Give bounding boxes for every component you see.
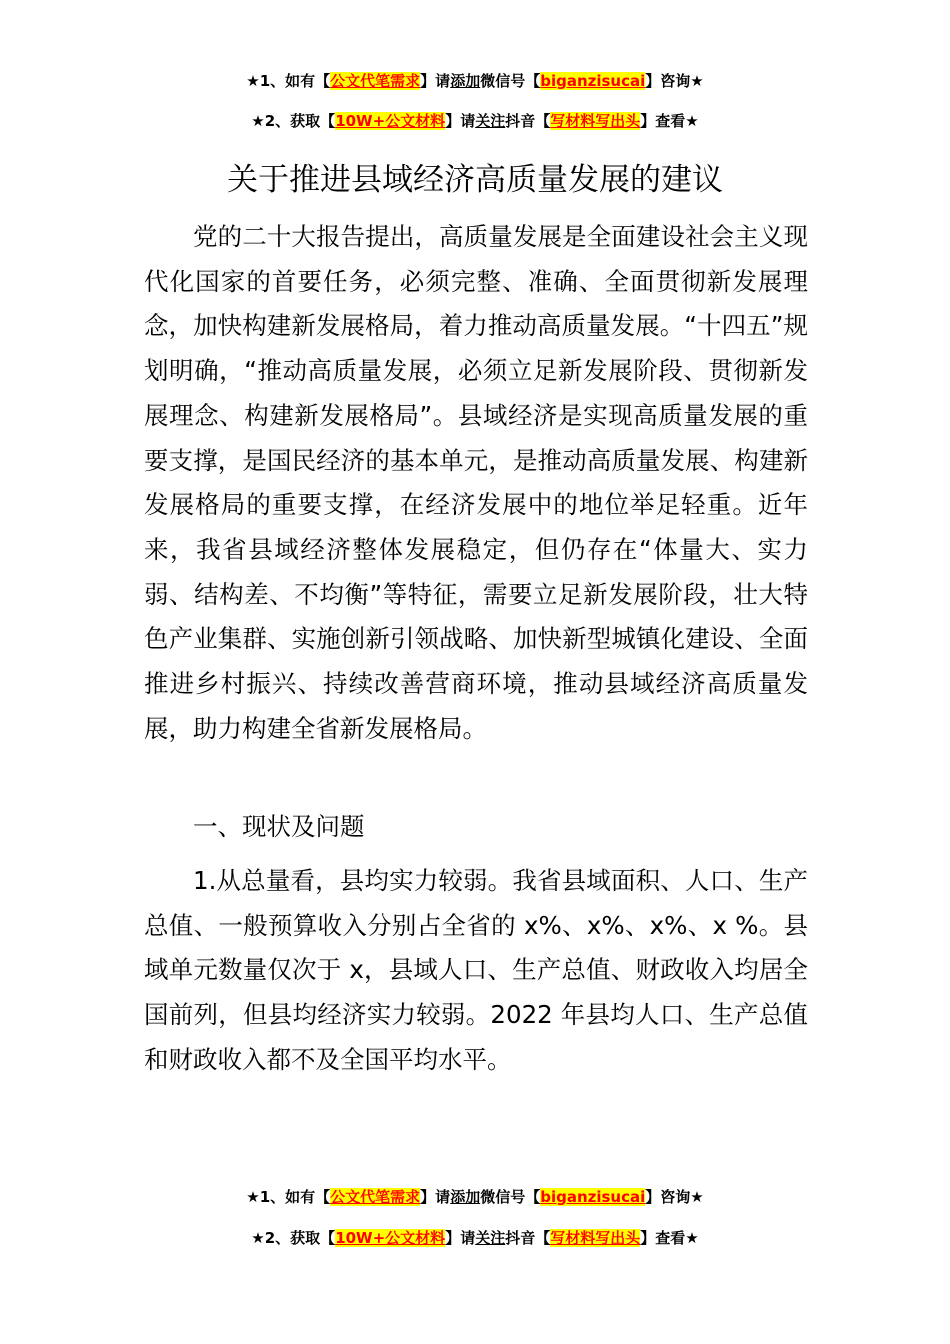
banner-text: ★2、获取【 [251, 112, 336, 130]
banner-text: 】咨询★ [645, 72, 704, 90]
banner-text: 微信号【 [480, 72, 541, 90]
banner-highlight-service: 公文代笔需求 [330, 1188, 421, 1206]
top-banner-line-1 [0, 70, 950, 92]
top-banner-line-2 [0, 110, 950, 132]
banner-underlined-add: 添加 [450, 1188, 481, 1206]
banner-highlight-service: 公文代笔需求 [330, 72, 421, 90]
banner-text: 微信号【 [480, 1188, 541, 1206]
banner-highlight-douyin: 写材料写出头 [550, 112, 641, 130]
banner-text: ★1、如有【 [246, 1188, 331, 1206]
banner-text: 】请 [445, 1229, 476, 1247]
banner-highlight-douyin: 写材料写出头 [550, 1229, 641, 1247]
banner-text: 】请 [420, 1188, 451, 1206]
banner-highlight-wechat-id: biganzisucai [540, 72, 646, 90]
banner-text: 】查看★ [640, 1229, 699, 1247]
banner-highlight-wechat-id: biganzisucai [540, 1188, 646, 1206]
banner-text: 抖音【 [505, 112, 551, 130]
banner-text: ★2、获取【 [251, 1229, 336, 1247]
banner-text: ★1、如有【 [246, 72, 331, 90]
banner-underlined-follow: 关注 [475, 1229, 506, 1247]
document-title: 关于推进县域经济高质量发展的建议 [227, 162, 723, 198]
banner-text: 】查看★ [640, 112, 699, 130]
section-heading: 一、现状及问题 [193, 812, 365, 841]
banner-text: 抖音【 [505, 1229, 551, 1247]
banner-highlight-materials: 10W+公文材料 [335, 112, 446, 130]
banner-text: 】请 [445, 112, 476, 130]
paragraph-intro: 党的二十大报告提出，高质量发展是全面建设社会主义现代化国家的首要任务，必须完整、准确、全面贯彻新发展理念，加快构建新发展格局，着力推动高质量发展。“十四五”规划明确，“推动高质量发展，必须立足新发展阶段、贯彻新发展理念、构建新发展格局”。县域经济是实现高质量发展的重要支撑，是国民经济的基本单元，是推动高质量发展、构建新发展格局的重要支撑，在经济发展中的地位举足轻重。近年来，我省县域经济整体发展稳定，但仍存在“体量大、实力弱、结构差、不均衡”等特征，需要立足新发展阶段，壮大特色产业集群、实施创新引领战略、加快新型城镇化建设、全面推进乡村振兴、持续改善营商环境，推动县域经济高质量发展，助力构建全省新发展格局。 [144, 222, 808, 743]
bottom-banner-line-2 [0, 1227, 950, 1249]
banner-text: 】咨询★ [645, 1188, 704, 1206]
banner-text: 】请 [420, 72, 451, 90]
banner-underlined-add: 添加 [450, 72, 481, 90]
bottom-banner-line-1 [0, 1186, 950, 1208]
paragraph-total-volume: 1.从总量看，县均实力较弱。我省县域面积、人口、生产总值、一般预算收入分别占全省的 x%、x%、x%、x %。县域单元数量仅次于 x，县域人口、生产总值、财政收入均居全国前列，但县均经济实力较弱。2022 年县均人口、生产总值和财政收入都不及全国平均水平。 [144, 866, 808, 1074]
banner-underlined-follow: 关注 [475, 112, 506, 130]
banner-highlight-materials: 10W+公文材料 [335, 1229, 446, 1247]
